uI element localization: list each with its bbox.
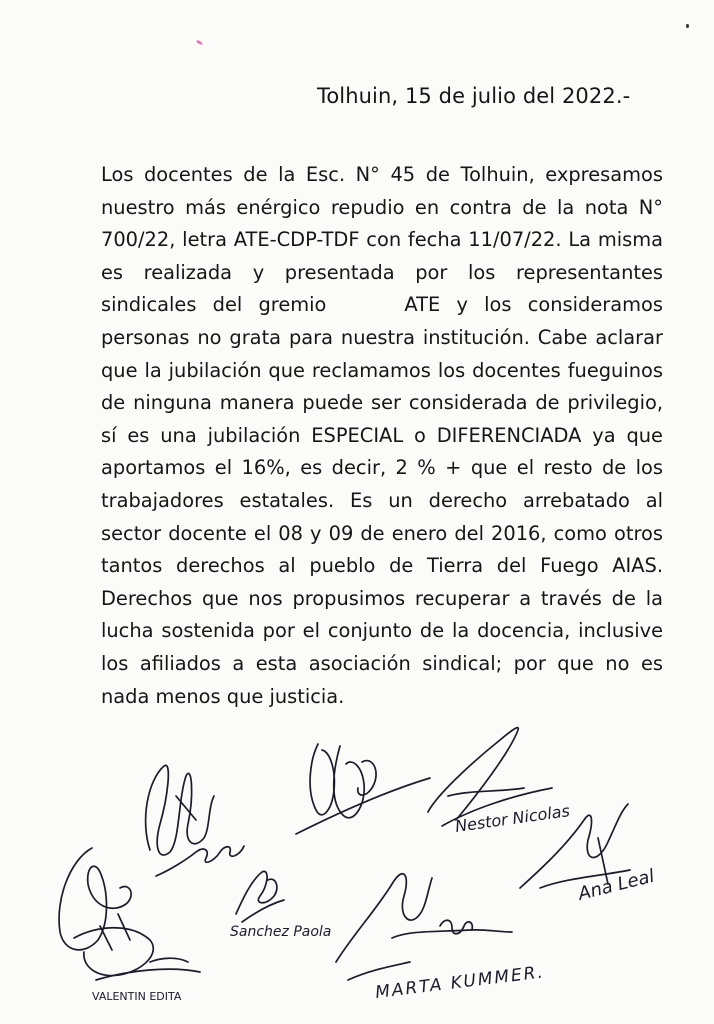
- paragraph-text-part-1: Los docentes de la Esc. N° 45 de Tolhuin, expresamos nuestro más enérgico repudio en contra de la nota N° 700/22, letra ATE-CDP-TDF con fecha 11/07/22. La misma es realizada y presentada por los representantes sindicales del gremio: [101, 163, 663, 317]
- signature-8-name: MARTA KUMMER.: [374, 962, 546, 1003]
- signature-2: [146, 765, 244, 876]
- signature-8-mark: [336, 874, 512, 980]
- signature-7-mark: [96, 969, 200, 980]
- signature-1: [59, 848, 188, 976]
- pink-speck: [196, 39, 204, 45]
- letter-body: [101, 159, 663, 713]
- date-line: Tolhuin, 15 de julio del 2022.-: [317, 84, 631, 108]
- signatures-area: [0, 700, 714, 1024]
- dark-speck: [686, 24, 689, 28]
- signature-3-mark: [296, 744, 430, 834]
- signature-5-mark: [236, 871, 284, 922]
- paragraph-text-part-2: ATE y los consideramos personas no grata para nuestra institución. Cabe aclarar que la jubilación que reclamamos los docentes fueguinos de ninguna manera puede ser considerada de privilegio, sí es una jubilación ESPECIAL o DIFERENCIADA ya que aportamos el 16%, es decir, 2 % + que el resto de los trabajadores estatales. Es un derecho arrebatado al sector docente el 08 y 09 de enero del 2016, como otros tantos derechos al pueblo de Tierra del Fuego AIAS. Derechos que nos propusimos recuperar a través de la lucha sostenida por el conjunto de la docencia, inclusive los afiliados a esta asociación sindical; por que no es nada menos que justicia.: [101, 293, 663, 708]
- letter-paragraph: [101, 159, 663, 713]
- signature-7-name: VALENTIN EDITA: [92, 990, 182, 1003]
- signature-3-name: Nestor Nicolas: [453, 801, 571, 836]
- signature-5-name: Sanchez Paola: [230, 924, 332, 940]
- signature-6-name: Ana Leal: [576, 865, 657, 905]
